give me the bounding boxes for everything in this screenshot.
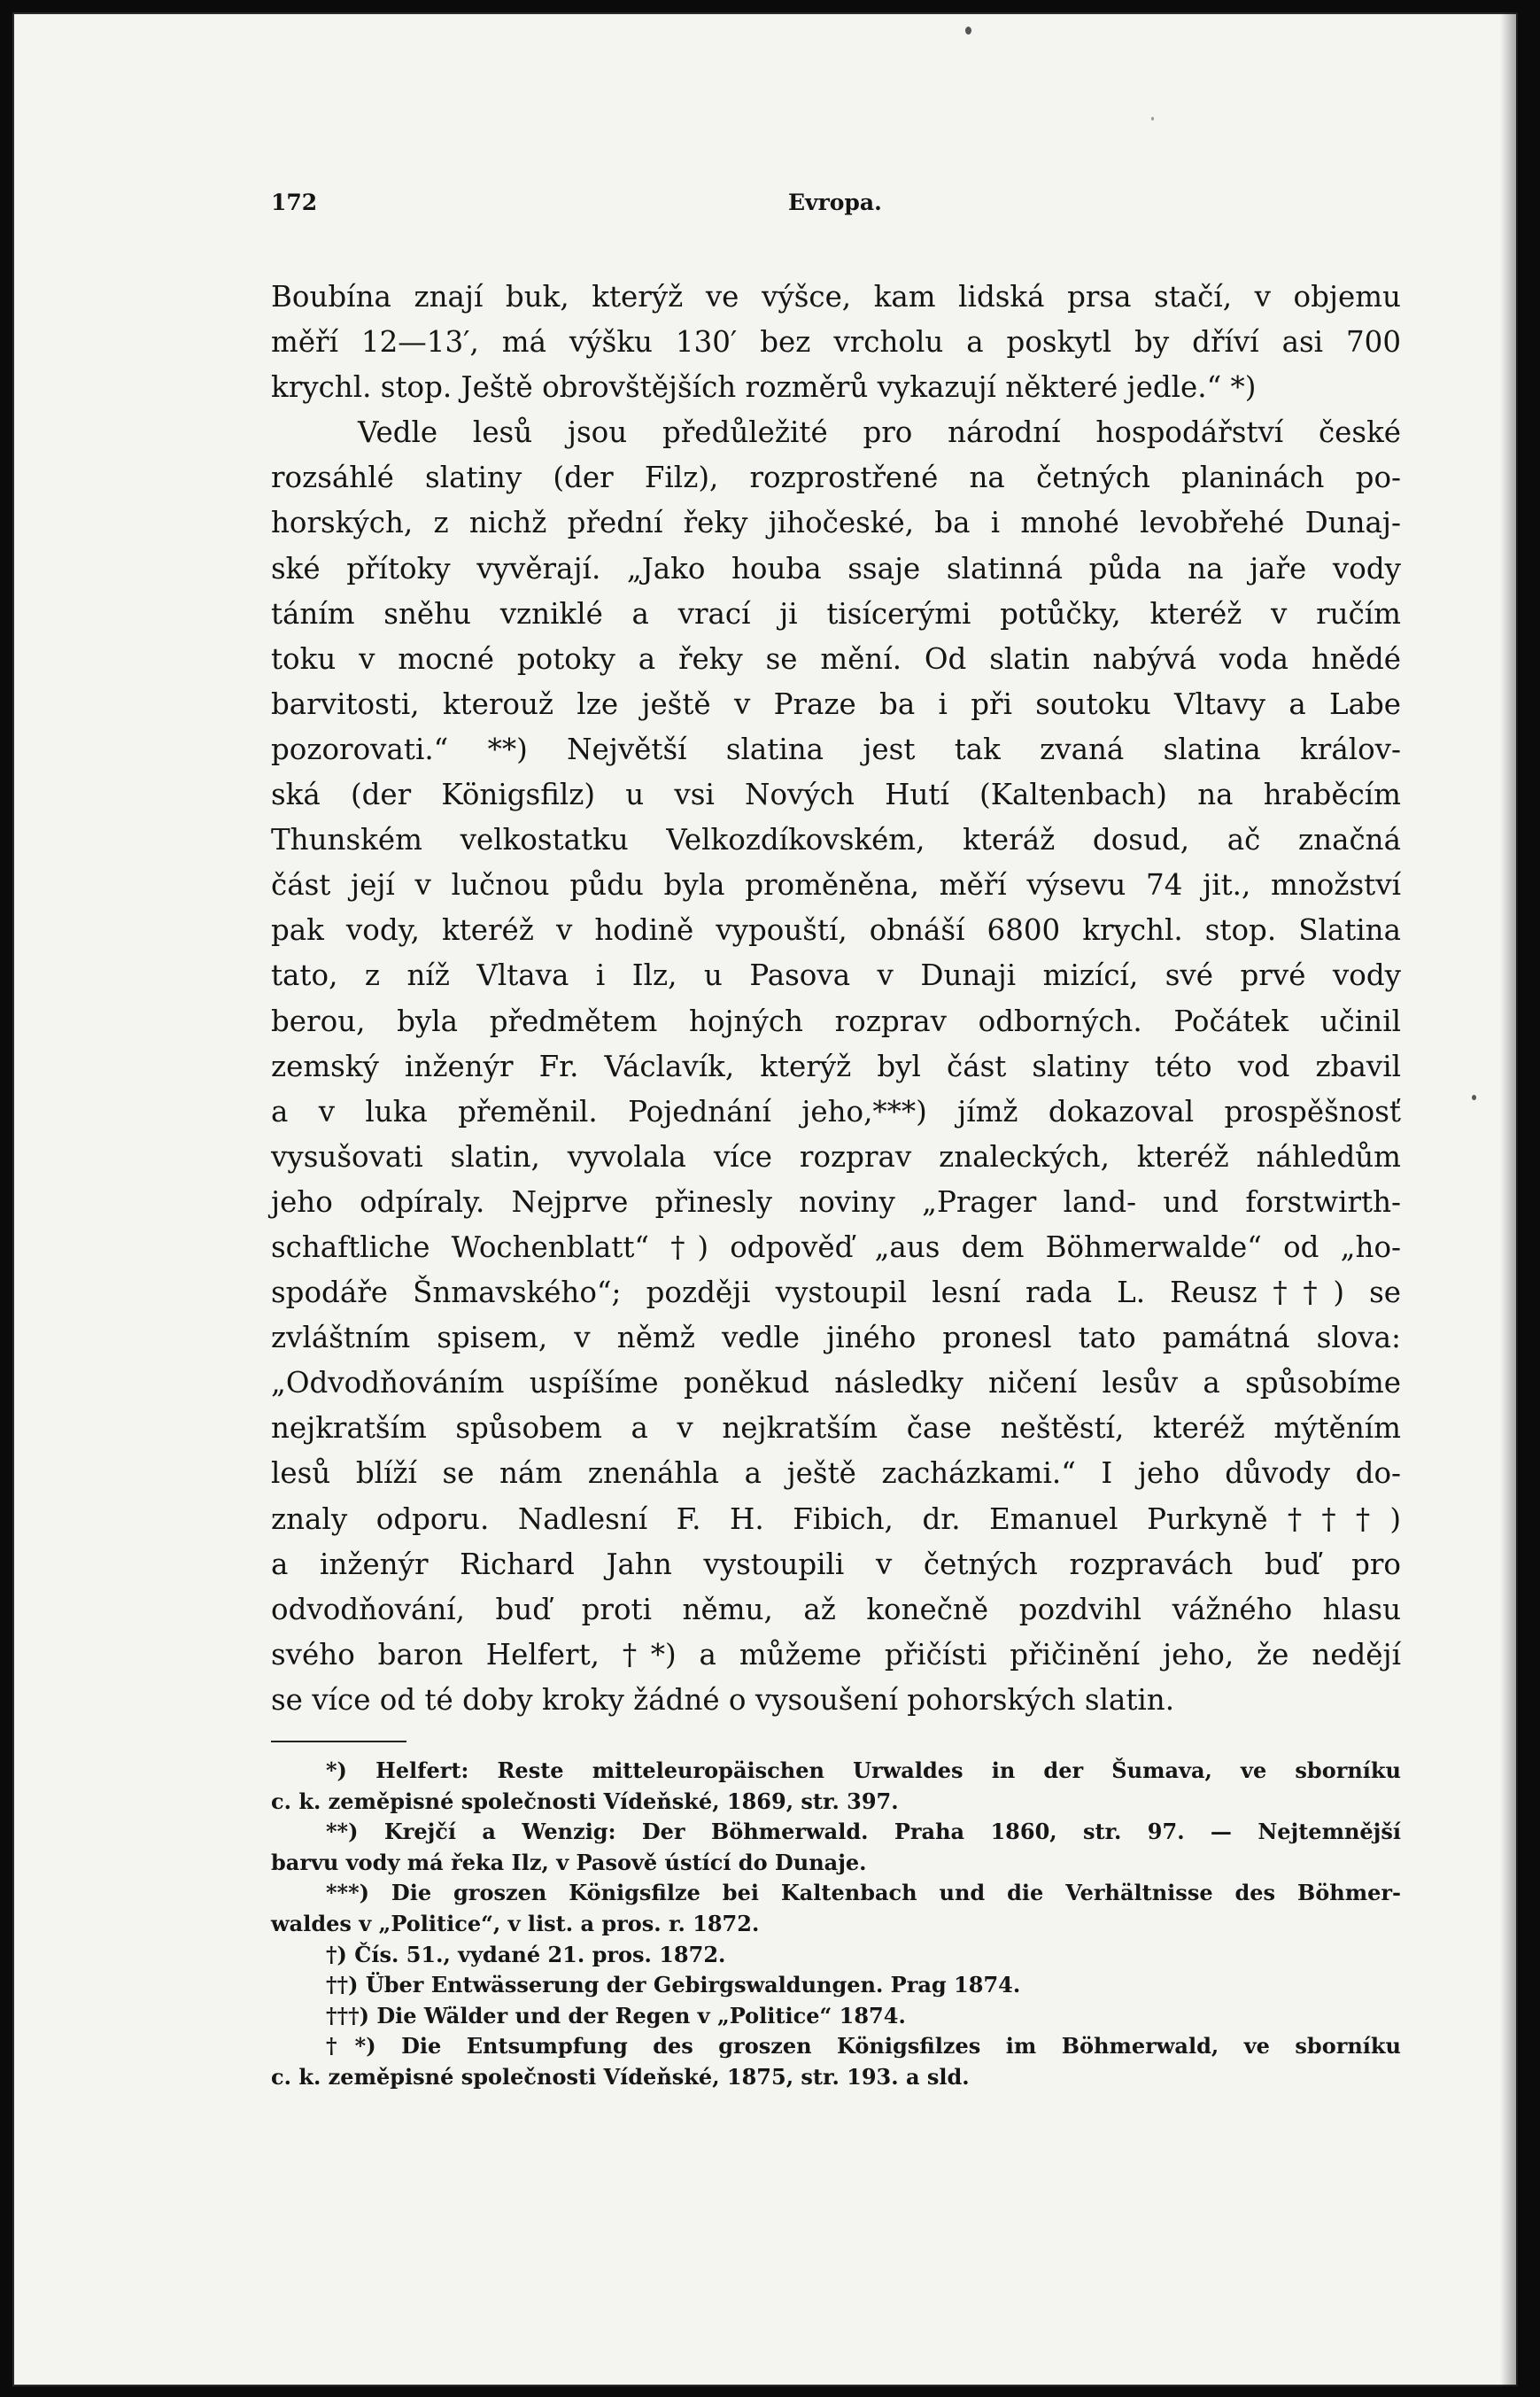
text-line: jeho odpíraly. Nejprve přinesly noviny „Prager land- und forstwirth- (271, 1184, 1401, 1219)
text-line: táním sněhu vzniklé a vrací ji tisícerými potůčky, kteréž v ručím (271, 596, 1401, 631)
text-line: a inženýr Richard Jahn vystoupili v četných rozpravách buď pro (271, 1547, 1401, 1581)
text-line: ská (der Königsfilz) u vsi Nových Hutí (Kaltenbach) na hraběcím (271, 778, 1401, 812)
footnote-line: c. k. zeměpisné společnosti Vídeňské, 1875, str. 193. a sld. (271, 2063, 970, 2090)
text-line: ské přítoky vyvěrají. „Jako houba ssaje slatinná půda na jaře vody (271, 551, 1401, 586)
text-line: část její v lučnou půdu byla proměněna, měří výsevu 74 jit., množství (271, 868, 1401, 903)
text-line: pozorovati.“ **) Největší slatina jest tak zvaná slatina králov- (271, 732, 1401, 766)
text-line: berou, byla předmětem hojných rozprav odborných. Počátek učinil (271, 1004, 1401, 1038)
footnote-line: †*) Die Entsumpfung des groszen Königsfilzes im Böhmerwald, ve sborníku (326, 2033, 1401, 2060)
text-line: měří 12—13′, má výšku 130′ bez vrcholu a poskytl by dříví asi 700 (271, 325, 1401, 360)
text-line: zvláštním spisem, v němž vedle jiného pronesl tato památná slova: (271, 1321, 1401, 1355)
footnote-line: waldes v „Politice“, v list. a pros. r. 1872. (271, 1910, 760, 1936)
text-line: horských, z nichž přední řeky jihočeské, ba i mnohé levobřehé Dunaj- (271, 506, 1401, 540)
page-number: 172 (271, 190, 318, 215)
footnote-rule (271, 1741, 406, 1742)
footnote-line: *) Helfert: Reste mitteleuropäischen Urwaldes in der Šumava, ve sborníku (326, 1757, 1401, 1783)
footnote-line: **) Krejčí a Wenzig: Der Böhmerwald. Praha 1860, str. 97. — Nejtemnější (326, 1819, 1401, 1845)
text-line: tato, z níž Vltava i Ilz, u Pasova v Dunaji mizící, své prvé vody (271, 958, 1401, 993)
footnote-line: ***) Die groszen Königsfilze bei Kaltenbach und die Verhältnisse des Böhmer- (326, 1880, 1401, 1906)
text-line: zemský inženýr Fr. Václavík, kterýž byl část slatiny této vod zbavil (271, 1049, 1401, 1083)
text-line: krychl. stop. Ještě obrovštějších rozměrů vykazují některé jedle.“ *) (271, 370, 1257, 405)
scan-speck (965, 27, 971, 35)
text-line: znaly odporu. Nadlesní F. H. Fibich, dr. Emanuel Purkyně†††) (271, 1501, 1401, 1536)
text-line: nejkratším spůsobem a v nejkratším čase neštěstí, kteréž mýtěním (271, 1411, 1401, 1446)
text-line: schaftliche Wochenblatt“ †) odpověď „aus dem Böhmerwalde“ od „ho- (271, 1230, 1401, 1264)
text-line: a v luka přeměnil. Pojednání jeho,***) jímž dokazoval prospěšnosť (271, 1094, 1401, 1129)
footnote-line: ††) Über Entwässerung der Gebirgswaldungen. Prag 1874. (326, 1972, 1021, 1998)
text-line: Boubína znají buk, kterýž ve výšce, kam lidská prsa stačí, v objemu (271, 280, 1401, 314)
text-line: barvitosti, kterouž lze ještě v Praze ba i při soutoku Vltavy a Labe (271, 687, 1401, 721)
footnote-line: c. k. zeměpisné společnosti Vídeňské, 1869, str. 397. (271, 1788, 899, 1814)
book-page (12, 12, 1518, 2386)
footnote-line: barvu vody má řeka Ilz, v Pasově ústící do Dunaje. (271, 1849, 867, 1875)
footnote-line: †) Čís. 51., vydané 21. pros. 1872. (326, 1941, 726, 1967)
body-text (271, 275, 1401, 1723)
running-title: Evropa. (788, 190, 882, 215)
scan-speck (1472, 1095, 1476, 1100)
text-line: rozsáhlé slatiny (der Filz), rozprostřené na četných planinách po- (271, 461, 1401, 495)
text-line: vysušovati slatin, vyvolala více rozprav znaleckých, kteréž náhledům (271, 1139, 1401, 1174)
text-line: svého baron Helfert, †*) a můžeme přičísti přičinění jeho, že nedějí (271, 1637, 1401, 1672)
text-line: spodáře Šnmavského“; později vystoupil lesní rada L. Reusz††) se (271, 1276, 1401, 1310)
text-line: lesů blíží se nám znenáhla a ještě zacházkami.“ I jeho důvody do- (271, 1456, 1401, 1491)
text-line: toku v mocné potoky a řeky se mění. Od slatin nabývá voda hnědé (271, 641, 1401, 676)
text-line: odvodňování, buď proti němu, až konečně pozdvihl vážného hlasu (271, 1592, 1401, 1626)
text-line: Vedle lesů jsou předůležité pro národní hospodářství české (358, 415, 1401, 450)
footnote-line: †††) Die Wälder und der Regen v „Politice“ 1874. (326, 2002, 906, 2029)
text-line: „Odvodňováním uspíšíme poněkud následky ničení lesův a spůsobíme (271, 1366, 1401, 1400)
text-line: pak vody, kteréž v hodině vypouští, obnáší 6800 krychl. stop. Slatina (271, 913, 1401, 948)
footnotes (271, 1756, 1401, 2093)
running-head (257, 190, 1426, 225)
scan-shadow-edge (1500, 12, 1518, 2386)
scan-speck (1151, 117, 1154, 120)
text-line: se více od té doby kroky žádné o vysoušení pohorských slatin. (271, 1682, 1175, 1717)
text-line: Thunském velkostatku Velkozdíkovském, kteráž dosud, ač značná (271, 823, 1401, 857)
